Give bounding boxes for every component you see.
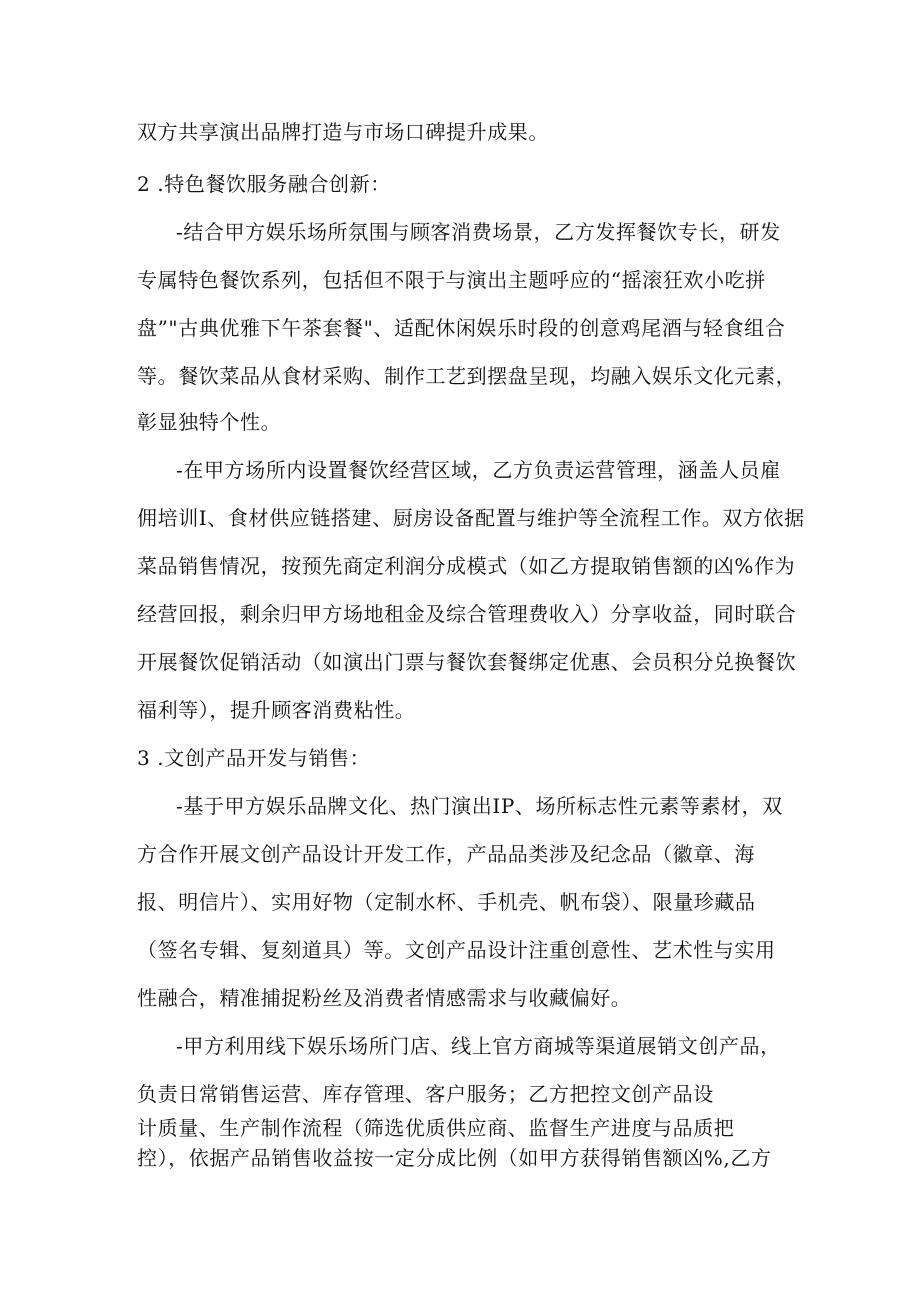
text-line: 开展餐饮促销活动（如演出门票与餐饮套餐绑定优惠、会员积分兑换餐饮 — [137, 650, 797, 674]
text-line: 等。餐饮菜品从食材采购、制作工艺到摆盘呈现，均融入娱乐文化元素， — [137, 364, 797, 388]
section-heading: 2 .特色餐饮服务融合创新： — [137, 172, 391, 196]
text-line: 报、明信片）、实用好物（定制水杯、手机壳、帆布袋）、限量珍藏品 — [137, 890, 756, 914]
text-line: -基于甲方娱乐品牌文化、热门演出IP、场所标志性元素等素材，双 — [176, 794, 783, 818]
text-line: 彰显独特个性。 — [137, 410, 282, 434]
text-line: 佣培训I、食材供应链搭建、厨房设备配置与维护等全流程工作。双方依据 — [137, 506, 805, 530]
text-line: 菜品销售情况，按预先商定利润分成模式（如乙方提取销售额的凶%作为 — [137, 554, 796, 578]
text-line: 性融合，精准捕捉粉丝及消费者情感需求与收藏偏好。 — [137, 986, 632, 1010]
text-line: 专属特色餐饮系列，包括但不限于与演出主题呼应的“摇滚狂欢小吃拼 — [137, 268, 766, 292]
text-line: 控），依据产品销售收益按一定分成比例（如甲方获得销售额凶%,乙方 — [137, 1146, 772, 1170]
text-line: 方合作开展文创产品设计开发工作，产品品类涉及纪念品（徽章、海 — [137, 842, 755, 866]
text-line: 经营回报，剩余归甲方场地租金及综合管理费收入）分享收益，同时联合 — [137, 602, 797, 626]
text-line: -在甲方场所内设置餐饮经营区域，乙方负责运营管理，涵盖人员雇 — [176, 458, 781, 482]
text-line: -结合甲方娱乐场所氛围与顾客消费场景，乙方发挥餐饮专长，研发 — [176, 220, 781, 244]
text-line: （签名专辑、复刻道具）等。文创产品设计注重创意性、艺术性与实用 — [137, 938, 776, 962]
text-line: -甲方利用线下娱乐场所门店、线上官方商城等渠道展销文创产品， — [176, 1034, 781, 1058]
text-line: 双方共享演出品牌打造与市场口碑提升成果。 — [137, 120, 549, 144]
section-heading: 3 .文创产品开发与销售： — [137, 746, 371, 770]
text-line: 负责日常销售运营、库存管理、客户服务；乙方把控文创产品设 — [137, 1082, 714, 1106]
text-line: 福利等），提升顾客消费粘性。 — [137, 698, 416, 722]
text-line: 盘”"古典优雅下午茶套餐"、适配休闲娱乐时段的创意鸡尾酒与轻食组合 — [137, 316, 786, 340]
text-line: 计质量、生产制作流程（筛选优质供应商、监督生产进度与品质把 — [137, 1116, 735, 1140]
